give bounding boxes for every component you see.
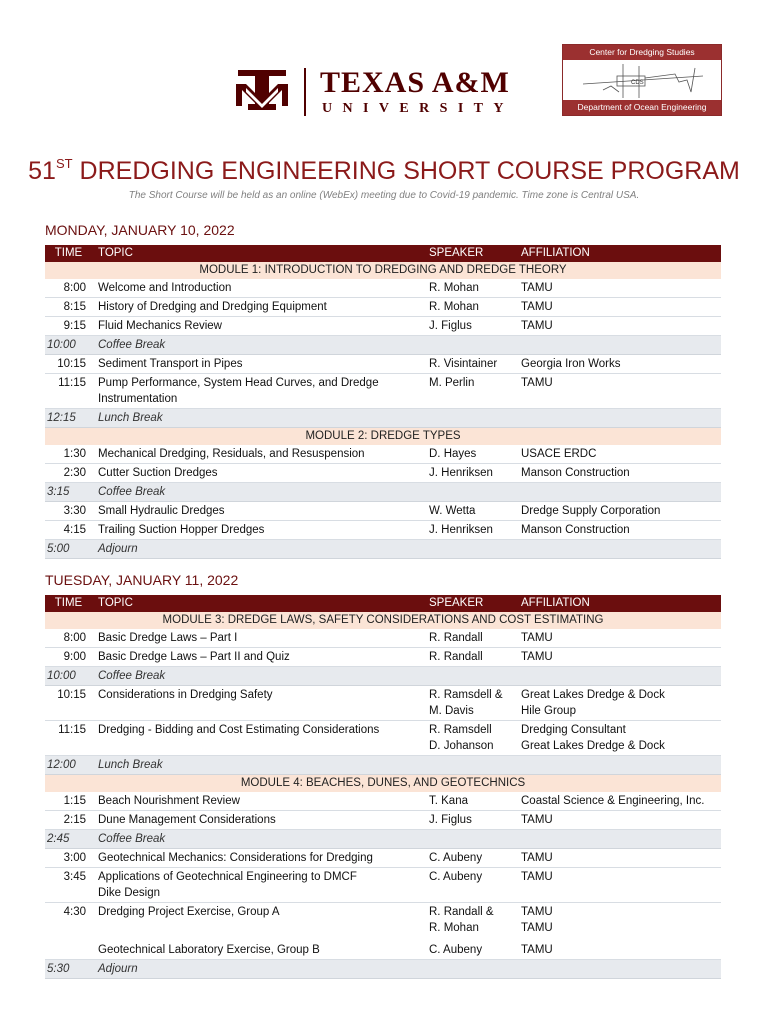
session-affiliation-2: Hile Group bbox=[521, 705, 576, 717]
break-time: 5:30 bbox=[45, 959, 92, 978]
table-row bbox=[45, 445, 721, 464]
session-time: 11:15 bbox=[45, 374, 92, 409]
session-speaker: J. Figlus bbox=[429, 811, 521, 830]
session-topic: History of Dredging and Dredging Equipment bbox=[92, 298, 429, 317]
table-row bbox=[45, 502, 721, 521]
module-title: MODULE 1: INTRODUCTION TO DREDGING AND DREDGE THEORY bbox=[45, 262, 721, 279]
session-speaker: C. Aubeny bbox=[429, 937, 521, 959]
break-time: 10:00 bbox=[45, 667, 92, 686]
break-label: Adjourn bbox=[92, 959, 429, 978]
break-label: Coffee Break bbox=[92, 336, 429, 355]
session-topic-block bbox=[92, 868, 429, 903]
session-affiliation-2: Great Lakes Dredge & Dock bbox=[521, 740, 665, 752]
session-speaker: C. Aubeny bbox=[429, 868, 521, 903]
break-label: Adjourn bbox=[92, 540, 429, 559]
session-affiliation: TAMU bbox=[521, 906, 553, 918]
break-row bbox=[45, 409, 721, 428]
session-affiliation-2: TAMU bbox=[521, 922, 553, 934]
session-affiliation: Dredging Consultant bbox=[521, 724, 626, 736]
tuesday-heading: TUESDAY, JANUARY 11, 2022 bbox=[45, 572, 239, 588]
session-time: 8:00 bbox=[45, 629, 92, 648]
table-row bbox=[45, 317, 721, 336]
session-speakers bbox=[429, 903, 521, 938]
col-header-topic: TOPIC bbox=[92, 245, 429, 262]
session-topic: Welcome and Introduction bbox=[92, 279, 429, 298]
session-speaker: R. Randall & bbox=[429, 906, 494, 918]
tamu-logo-icon bbox=[236, 70, 288, 110]
session-speaker: D. Hayes bbox=[429, 445, 521, 464]
table-header-row bbox=[45, 595, 721, 612]
session-speaker: R. Ramsdell bbox=[429, 724, 492, 736]
session-time: 9:15 bbox=[45, 317, 92, 336]
table-row bbox=[45, 868, 721, 903]
module-row bbox=[45, 775, 721, 793]
session-topic: Considerations in Dredging Safety bbox=[92, 686, 429, 721]
tuesday-schedule-table bbox=[45, 595, 721, 979]
col-header-time: TIME bbox=[45, 595, 92, 612]
break-row bbox=[45, 667, 721, 686]
session-topic: Geotechnical Mechanics: Considerations for Dredging bbox=[92, 849, 429, 868]
break-label: Coffee Break bbox=[92, 483, 429, 502]
break-row bbox=[45, 756, 721, 775]
session-speaker: R. Randall bbox=[429, 648, 521, 667]
session-topic: Basic Dredge Laws – Part I bbox=[92, 629, 429, 648]
break-time: 12:15 bbox=[45, 409, 92, 428]
session-topic: Pump Performance, System Head Curves, and Dredge Instrumentation bbox=[92, 374, 429, 409]
session-topic: Applications of Geotechnical Engineering to DMCF bbox=[98, 871, 357, 883]
session-affiliation: TAMU bbox=[521, 279, 721, 298]
session-time: 4:30 bbox=[63, 906, 86, 918]
break-row bbox=[45, 336, 721, 355]
session-speaker: J. Figlus bbox=[429, 317, 521, 336]
session-time: 3:30 bbox=[45, 502, 92, 521]
session-speaker-2: D. Johanson bbox=[429, 740, 494, 752]
session-affiliation: TAMU bbox=[521, 317, 721, 336]
session-time: 8:00 bbox=[45, 279, 92, 298]
break-time: 5:00 bbox=[45, 540, 92, 559]
session-topic: Cutter Suction Dredges bbox=[92, 464, 429, 483]
module-row bbox=[45, 428, 721, 446]
table-row bbox=[45, 298, 721, 317]
col-header-affiliation: AFFILIATION bbox=[521, 245, 721, 262]
table-row bbox=[45, 937, 721, 959]
dredge-drawing-icon bbox=[583, 62, 703, 100]
module-title: MODULE 3: DREDGE LAWS, SAFETY CONSIDERATIONS AND COST ESTIMATING bbox=[45, 612, 721, 629]
session-time: 10:15 bbox=[45, 686, 92, 721]
session-affiliation: TAMU bbox=[521, 811, 721, 830]
session-time: 3:00 bbox=[45, 849, 92, 868]
col-header-time: TIME bbox=[45, 245, 92, 262]
session-time: 4:15 bbox=[45, 521, 92, 540]
table-row bbox=[45, 629, 721, 648]
monday-schedule-table bbox=[45, 245, 721, 559]
table-row bbox=[45, 811, 721, 830]
table-row bbox=[45, 849, 721, 868]
session-time: 9:00 bbox=[45, 648, 92, 667]
table-row bbox=[45, 903, 721, 938]
session-time: 2:30 bbox=[45, 464, 92, 483]
session-time: 1:15 bbox=[45, 792, 92, 811]
break-time: 2:45 bbox=[45, 830, 92, 849]
session-affiliations bbox=[521, 686, 721, 721]
session-affiliation: USACE ERDC bbox=[521, 445, 721, 464]
break-label: Coffee Break bbox=[92, 830, 429, 849]
session-topic: Small Hydraulic Dredges bbox=[92, 502, 429, 521]
session-time: 2:15 bbox=[45, 811, 92, 830]
session-topic: Beach Nourishment Review bbox=[92, 792, 429, 811]
page-title bbox=[0, 156, 768, 186]
session-speaker: W. Wetta bbox=[429, 502, 521, 521]
session-time: 3:45 bbox=[45, 868, 92, 903]
col-header-topic: TOPIC bbox=[92, 595, 429, 612]
session-speaker: R. Visintainer bbox=[429, 355, 521, 374]
break-row bbox=[45, 830, 721, 849]
session-speaker: R. Ramsdell & bbox=[429, 689, 503, 701]
session-topic: Dredging Project Exercise, Group A bbox=[98, 906, 280, 918]
table-header-row bbox=[45, 245, 721, 262]
session-topic: Geotechnical Laboratory Exercise, Group B bbox=[92, 937, 429, 959]
session-affiliation: Manson Construction bbox=[521, 521, 721, 540]
cds-logo-text: CDS bbox=[631, 80, 644, 86]
session-time bbox=[45, 937, 92, 959]
session-affiliation: Coastal Science & Engineering, Inc. bbox=[521, 792, 721, 811]
session-affiliation: TAMU bbox=[521, 374, 721, 409]
session-affiliation: Manson Construction bbox=[521, 464, 721, 483]
session-affiliation: Dredge Supply Corporation bbox=[521, 502, 721, 521]
session-speaker: R. Mohan bbox=[429, 279, 521, 298]
session-speaker: C. Aubeny bbox=[429, 849, 521, 868]
session-topic-line-2: Dike Design bbox=[98, 887, 160, 899]
page-subtitle: The Short Course will be held as an online (WebEx) meeting due to Covid-19 pandemic. Time zone is Central USA. bbox=[128, 190, 640, 201]
break-label: Lunch Break bbox=[92, 409, 429, 428]
break-time: 12:00 bbox=[45, 756, 92, 775]
table-row bbox=[45, 279, 721, 298]
module-row bbox=[45, 612, 721, 629]
session-speaker: R. Randall bbox=[429, 629, 521, 648]
table-row bbox=[45, 355, 721, 374]
break-row bbox=[45, 483, 721, 502]
session-topic: Dune Management Considerations bbox=[92, 811, 429, 830]
session-speaker: M. Perlin bbox=[429, 374, 521, 409]
session-affiliation: TAMU bbox=[521, 868, 721, 903]
table-row bbox=[45, 648, 721, 667]
break-label: Lunch Break bbox=[92, 756, 429, 775]
session-speakers bbox=[429, 686, 521, 721]
session-topic: Dredging - Bidding and Cost Estimating Considerations bbox=[92, 721, 429, 756]
table-row bbox=[45, 686, 721, 721]
session-affiliation: TAMU bbox=[521, 298, 721, 317]
session-affiliation: Georgia Iron Works bbox=[521, 355, 721, 374]
session-speaker: T. Kana bbox=[429, 792, 521, 811]
break-time: 3:15 bbox=[45, 483, 92, 502]
session-speaker: R. Mohan bbox=[429, 298, 521, 317]
session-affiliation: Great Lakes Dredge & Dock bbox=[521, 689, 665, 701]
table-row bbox=[45, 721, 721, 756]
session-topic: Trailing Suction Hopper Dredges bbox=[92, 521, 429, 540]
session-affiliations bbox=[521, 903, 721, 938]
module-row bbox=[45, 262, 721, 279]
title-text: DREDGING ENGINEERING SHORT COURSE PROGRAM bbox=[79, 157, 740, 185]
table-row bbox=[45, 792, 721, 811]
table-row bbox=[45, 464, 721, 483]
title-ordinal: ST bbox=[55, 156, 73, 171]
col-header-speaker: SPEAKER bbox=[429, 245, 521, 262]
module-title: MODULE 2: DREDGE TYPES bbox=[45, 428, 721, 446]
break-row bbox=[45, 959, 721, 978]
cds-logo-top-label: Center for Dredging Studies bbox=[563, 45, 721, 60]
session-affiliation: TAMU bbox=[521, 849, 721, 868]
col-header-affiliation: AFFILIATION bbox=[521, 595, 721, 612]
cds-logo-bottom-label: Department of Ocean Engineering bbox=[563, 100, 721, 115]
session-speakers bbox=[429, 721, 521, 756]
session-speaker: J. Henriksen bbox=[429, 464, 521, 483]
break-row bbox=[45, 540, 721, 559]
university-subtitle: UNIVERSITY bbox=[322, 101, 514, 116]
cds-logo bbox=[562, 44, 722, 116]
module-title: MODULE 4: BEACHES, DUNES, AND GEOTECHNICS bbox=[45, 775, 721, 793]
session-speaker-2: M. Davis bbox=[429, 705, 474, 717]
break-label: Coffee Break bbox=[92, 667, 429, 686]
table-row bbox=[45, 374, 721, 409]
session-time: 10:15 bbox=[45, 355, 92, 374]
break-time: 10:00 bbox=[45, 336, 92, 355]
page-header bbox=[0, 0, 768, 150]
session-affiliations bbox=[521, 721, 721, 756]
session-time: 8:15 bbox=[45, 298, 92, 317]
logo-divider bbox=[304, 68, 306, 116]
title-number: 51 bbox=[28, 157, 56, 185]
session-speaker-2: R. Mohan bbox=[429, 922, 479, 934]
session-affiliation: TAMU bbox=[521, 648, 721, 667]
session-speaker: J. Henriksen bbox=[429, 521, 521, 540]
session-topic: Basic Dredge Laws – Part II and Quiz bbox=[92, 648, 429, 667]
session-topic: Fluid Mechanics Review bbox=[92, 317, 429, 336]
session-time: 1:30 bbox=[45, 445, 92, 464]
session-topic: Sediment Transport in Pipes bbox=[92, 355, 429, 374]
session-affiliation: TAMU bbox=[521, 629, 721, 648]
table-row bbox=[45, 521, 721, 540]
session-time: 11:15 bbox=[45, 721, 92, 756]
col-header-speaker: SPEAKER bbox=[429, 595, 521, 612]
session-topic: Mechanical Dredging, Residuals, and Resuspension bbox=[92, 445, 429, 464]
university-name: TEXAS A&M bbox=[320, 66, 510, 99]
session-affiliation: TAMU bbox=[521, 937, 721, 959]
monday-heading: MONDAY, JANUARY 10, 2022 bbox=[45, 222, 235, 238]
